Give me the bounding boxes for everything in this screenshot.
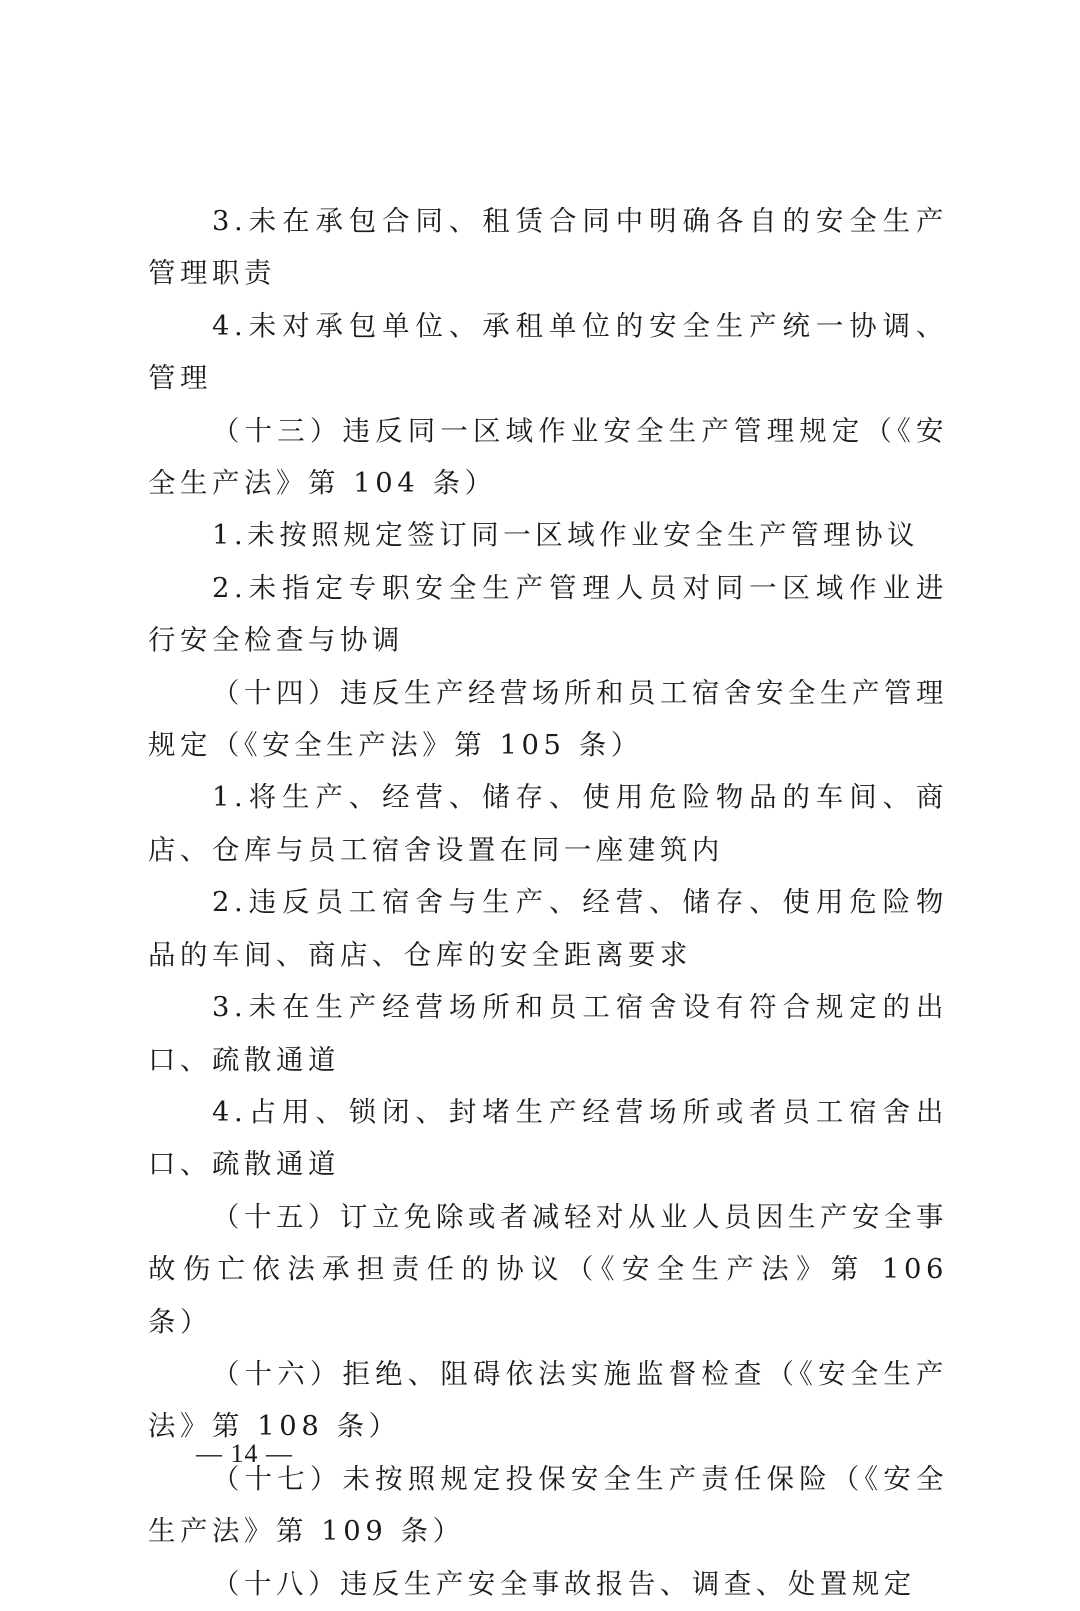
section-heading-13: （十三）违反同一区域作业安全生产管理规定（《安全生产法》第 104 条） xyxy=(148,415,948,500)
body-text xyxy=(148,196,948,1611)
list-item-1-same-building: 1.将生产、经营、储存、使用危险物品的车间、商店、仓库与员工宿舍设置在同一座建筑内 xyxy=(148,782,948,866)
section-heading-14: （十四）违反生产经营场所和员工宿舍安全生产管理规定（《安全生产法》第 105 条） xyxy=(148,677,948,762)
list-item-1-area-agreement: 1.未按照规定签订同一区域作业安全生产管理协议 xyxy=(212,520,920,552)
page-number: — 14 — xyxy=(196,1439,293,1468)
section-heading-15: （十五）订立免除或者减轻对从业人员因生产安全事故伤亡依法承担责任的协议（《安全生产法》第 106 条） xyxy=(148,1201,948,1338)
list-item-2-area-inspection: 2.未指定专职安全生产管理人员对同一区域作业进行安全检查与协调 xyxy=(148,572,948,657)
list-item-4-blocked-exits: 4.占用、锁闭、封堵生产经营场所或者员工宿舍出口、疏散通道 xyxy=(148,1096,948,1181)
section-heading-16: （十六）拒绝、阻碍依法实施监督检查（《安全生产法》第 108 条） xyxy=(148,1358,948,1443)
list-item-3-exits: 3.未在生产经营场所和员工宿舍设有符合规定的出口、疏散通道 xyxy=(148,992,948,1076)
section-heading-18: （十八）违反生产安全事故报告、调查、处置规定 xyxy=(212,1568,916,1600)
list-item-2-safe-distance: 2.违反员工宿舍与生产、经营、储存、使用危险物品的车间、商店、仓库的安全距离要求 xyxy=(148,887,948,971)
list-item-3-contract-duties: 3.未在承包合同、租赁合同中明确各自的安全生产管理职责 xyxy=(148,206,948,290)
list-item-4-coordination: 4.未对承包单位、承租单位的安全生产统一协调、管理 xyxy=(148,310,948,395)
section-heading-17: （十七）未按照规定投保安全生产责任保险（《安全生产法》第 109 条） xyxy=(148,1463,948,1548)
